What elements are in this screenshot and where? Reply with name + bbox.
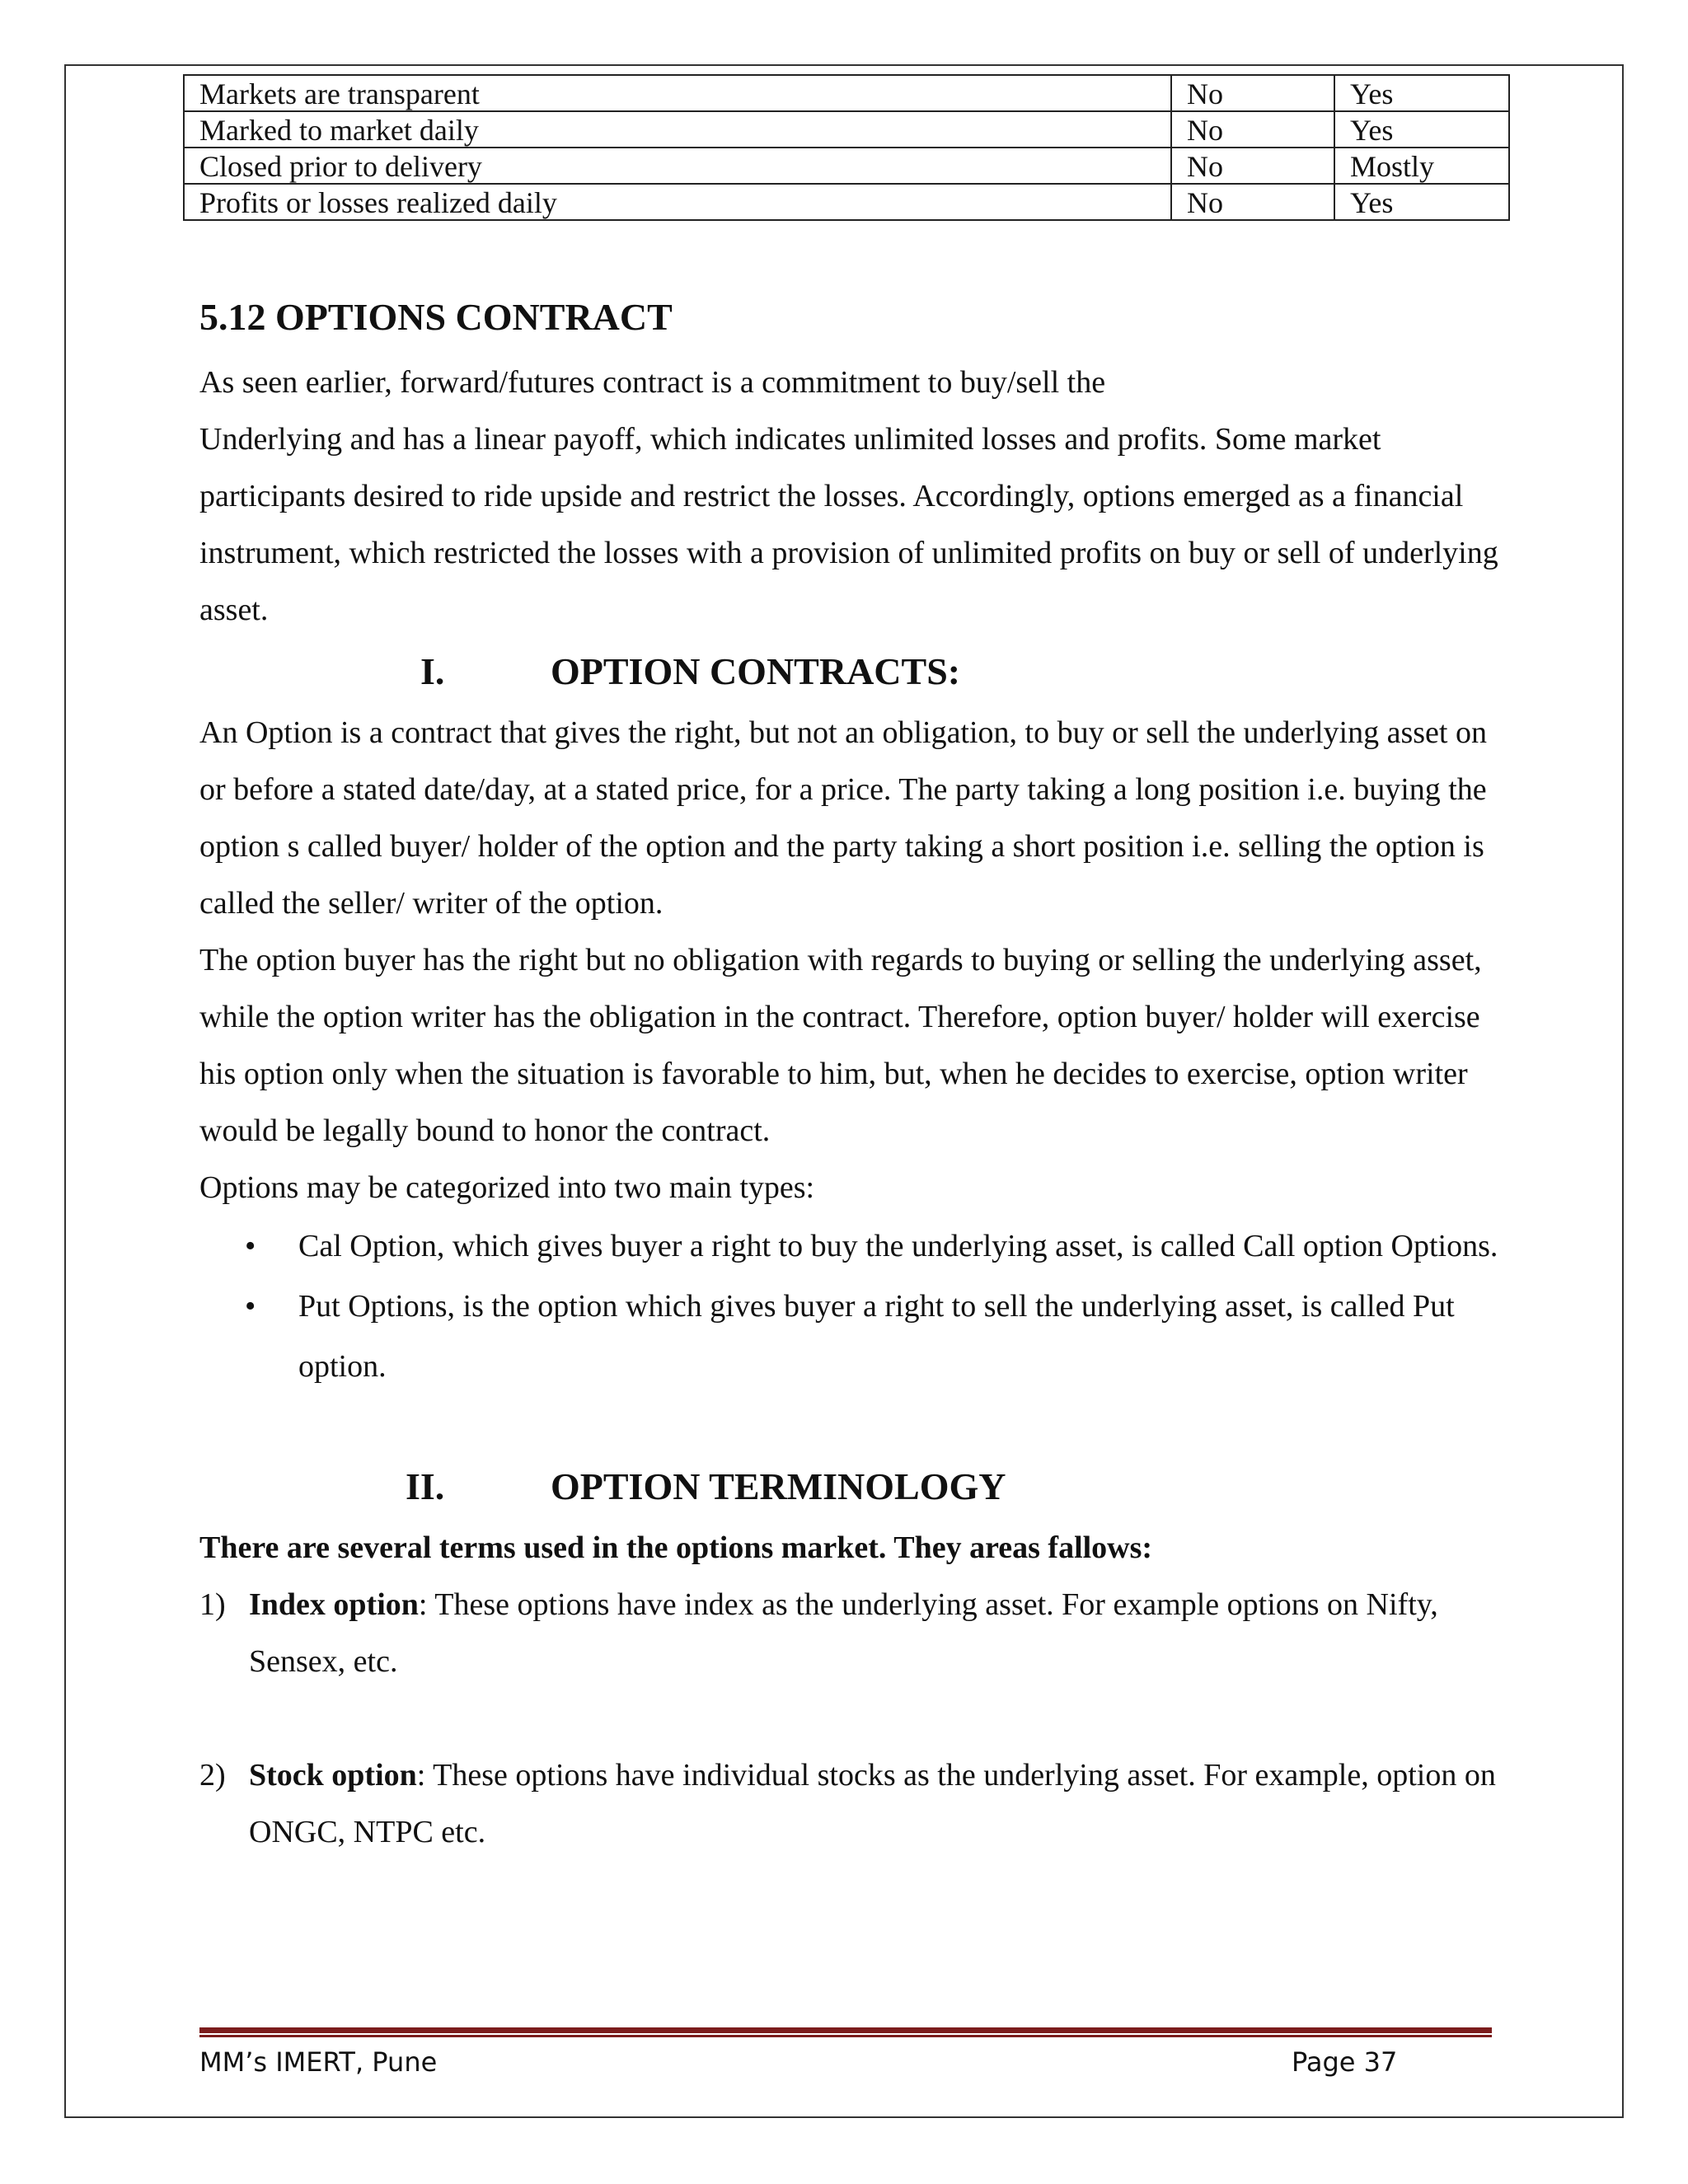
table-row bbox=[184, 184, 1509, 220]
subsection-title: OPTION CONTRACTS: bbox=[551, 650, 961, 692]
list-item bbox=[199, 1577, 1510, 1690]
bullet-icon: • bbox=[245, 1229, 256, 1263]
subsection-number: I. bbox=[420, 650, 445, 692]
footer-page-number: Page 37 bbox=[1292, 2046, 1398, 2078]
subsection-heading-option-contracts bbox=[199, 639, 1510, 705]
subsection-title: OPTION TERMINOLOGY bbox=[551, 1465, 1006, 1507]
intro-line: As seen earlier, forward/futures contract is a commitment to buy/sell the bbox=[199, 365, 1106, 400]
list-number: 2) bbox=[199, 1758, 226, 1793]
table-cell: Closed prior to delivery bbox=[184, 148, 1171, 184]
main-content bbox=[199, 280, 1510, 1861]
option-buyer-paragraph: The option buyer has the right but no obligation with regards to buying or selling the underlying asset, while the option writer has the obligation in the contract. Therefore, option buyer/ holder will exercise his option only when the situation is favorable to him, but, when he decides to exercise, option writer would be legally bound to honor the contract. bbox=[199, 943, 1482, 1148]
option-definition-paragraph: An Option is a contract that gives the right, but not an obligation, to buy or sell the underlying asset on or before a stated date/day, at a stated price, for a price. The party taking a long position i.e. buying the option s called buyer/ holder of the option and the party taking a short position i.e. selling the option is called the seller/ writer of the option. bbox=[199, 715, 1487, 921]
intro-paragraph: Underlying and has a linear payoff, which indicates unlimited losses and profits. Some market participants desired to ride upside and restrict the losses. Accordingly, options emerged as a financial instrument, which restricted the losses with a provision of unlimited profits on buy or sell of underlying asset. bbox=[199, 422, 1498, 627]
terminology-list bbox=[199, 1577, 1510, 1861]
footer-rule bbox=[199, 2027, 1492, 2037]
table-cell: Marked to market daily bbox=[184, 111, 1171, 148]
table-cell: Yes bbox=[1334, 75, 1509, 111]
footer-institute: MM’s IMERT, Pune bbox=[199, 2046, 438, 2078]
table-cell: Profits or losses realized daily bbox=[184, 184, 1171, 220]
list-item bbox=[199, 1216, 1510, 1277]
table-cell: Yes bbox=[1334, 111, 1509, 148]
term-text: : These options have index as the underlying asset. For example options on Nifty, Sensex, etc. bbox=[249, 1587, 1438, 1679]
list-number: 1) bbox=[199, 1587, 226, 1622]
table-cell: No bbox=[1171, 148, 1334, 184]
bullet-icon: • bbox=[245, 1289, 256, 1324]
subsection-number: II. bbox=[406, 1465, 445, 1507]
list-item-text: Put Options, is the option which gives buyer a right to sell the underlying asset, is called Put option. bbox=[298, 1289, 1455, 1384]
table-cell: Yes bbox=[1334, 184, 1509, 220]
table-row bbox=[184, 75, 1509, 111]
term-name: Stock option bbox=[249, 1758, 417, 1793]
list-item bbox=[199, 1277, 1510, 1397]
list-item-text: Cal Option, which gives buyer a right to buy the underlying asset, is called Call option Options. bbox=[298, 1229, 1498, 1263]
list-item bbox=[199, 1747, 1510, 1861]
types-intro: Options may be categorized into two main types: bbox=[199, 1170, 815, 1205]
table-cell: Markets are transparent bbox=[184, 75, 1171, 111]
section-title: 5.12 OPTIONS CONTRACT bbox=[199, 296, 673, 338]
table-cell: No bbox=[1171, 75, 1334, 111]
comparison-table bbox=[183, 74, 1510, 221]
table-cell: No bbox=[1171, 111, 1334, 148]
table-cell: Mostly bbox=[1334, 148, 1509, 184]
option-types-list bbox=[199, 1216, 1510, 1397]
term-text: : These options have individual stocks as the underlying asset. For example, option on ONGC, NTPC etc. bbox=[249, 1758, 1496, 1849]
table-row bbox=[184, 148, 1509, 184]
subsection-heading-option-terminology bbox=[199, 1454, 1510, 1520]
table-cell: No bbox=[1171, 184, 1334, 220]
term-name: Index option bbox=[249, 1587, 419, 1622]
terminology-lead: There are several terms used in the options market. They areas fallows: bbox=[199, 1530, 1153, 1565]
table-row bbox=[184, 111, 1509, 148]
